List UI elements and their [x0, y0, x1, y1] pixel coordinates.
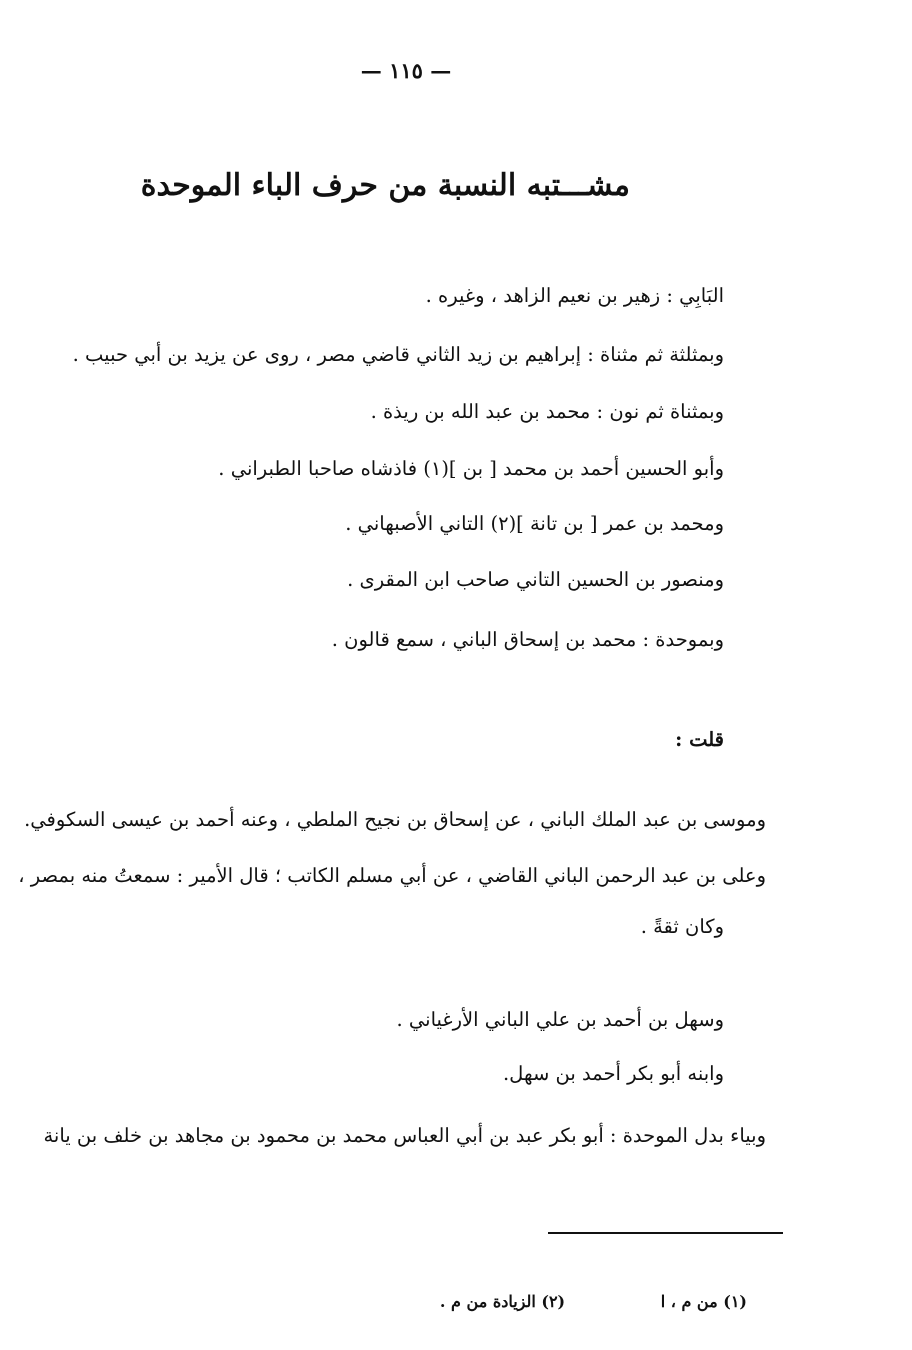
addition-line: وبياء بدل الموحدة : أبو بكر عبد بن أبي العباس محمد بن محمود بن مجاهد بن خلف بن يانة — [43, 1124, 766, 1147]
addition-line: وسهل بن أحمد بن علي الباني الأرغياني . — [396, 1008, 724, 1031]
entry-line: وبمثلثة ثم مثناة : إبراهيم بن زيد الثاني قاضي مصر ، روى عن يزيد بن أبي حبيب . — [72, 343, 724, 366]
footnotes — [440, 1292, 747, 1311]
qult-heading: قلت : — [675, 728, 724, 751]
page-number: — ١١٥ — — [360, 58, 452, 83]
addition-line: وعلى بن عبد الرحمن الباني القاضي ، عن أبي مسلم الكاتب ؛ قال الأمير : سمعتُ منه بمصر ، — [18, 864, 766, 887]
footnote-2: (٢) الزيادة من م . — [439, 1292, 566, 1311]
footnote-divider — [548, 1232, 783, 1234]
entry-line: ومنصور بن الحسين التاني صاحب ابن المقرى . — [347, 568, 724, 591]
entry-line: ومحمد بن عمر [ بن تانة ](٢) التاني الأصبهاني . — [345, 512, 724, 535]
entry-line: وأبو الحسين أحمد بن محمد [ بن ](١) فاذشاه صاحبا الطبراني . — [218, 457, 724, 480]
addition-line: وكان ثقةً . — [640, 915, 724, 938]
entry-line: وبمثناة ثم نون : محمد بن عبد الله بن ريذة . — [370, 400, 724, 423]
entry-line: وبموحدة : محمد بن إسحاق الباني ، سمع قالون . — [331, 628, 724, 651]
addition-line: وابنه أبو بكر أحمد بن سهل. — [502, 1062, 724, 1085]
entry-line: البَابِي : زهير بن نعيم الزاهد ، وغيره . — [425, 284, 724, 307]
footnote-1: (١) من م ، ا — [660, 1292, 747, 1311]
addition-line: وموسى بن عبد الملك الباني ، عن إسحاق بن نجيح الملطي ، وعنه أحمد بن عيسى السكوفي. — [24, 808, 766, 831]
section-title: مشـــتبه النسبة من حرف الباء الموحدة — [140, 168, 630, 203]
